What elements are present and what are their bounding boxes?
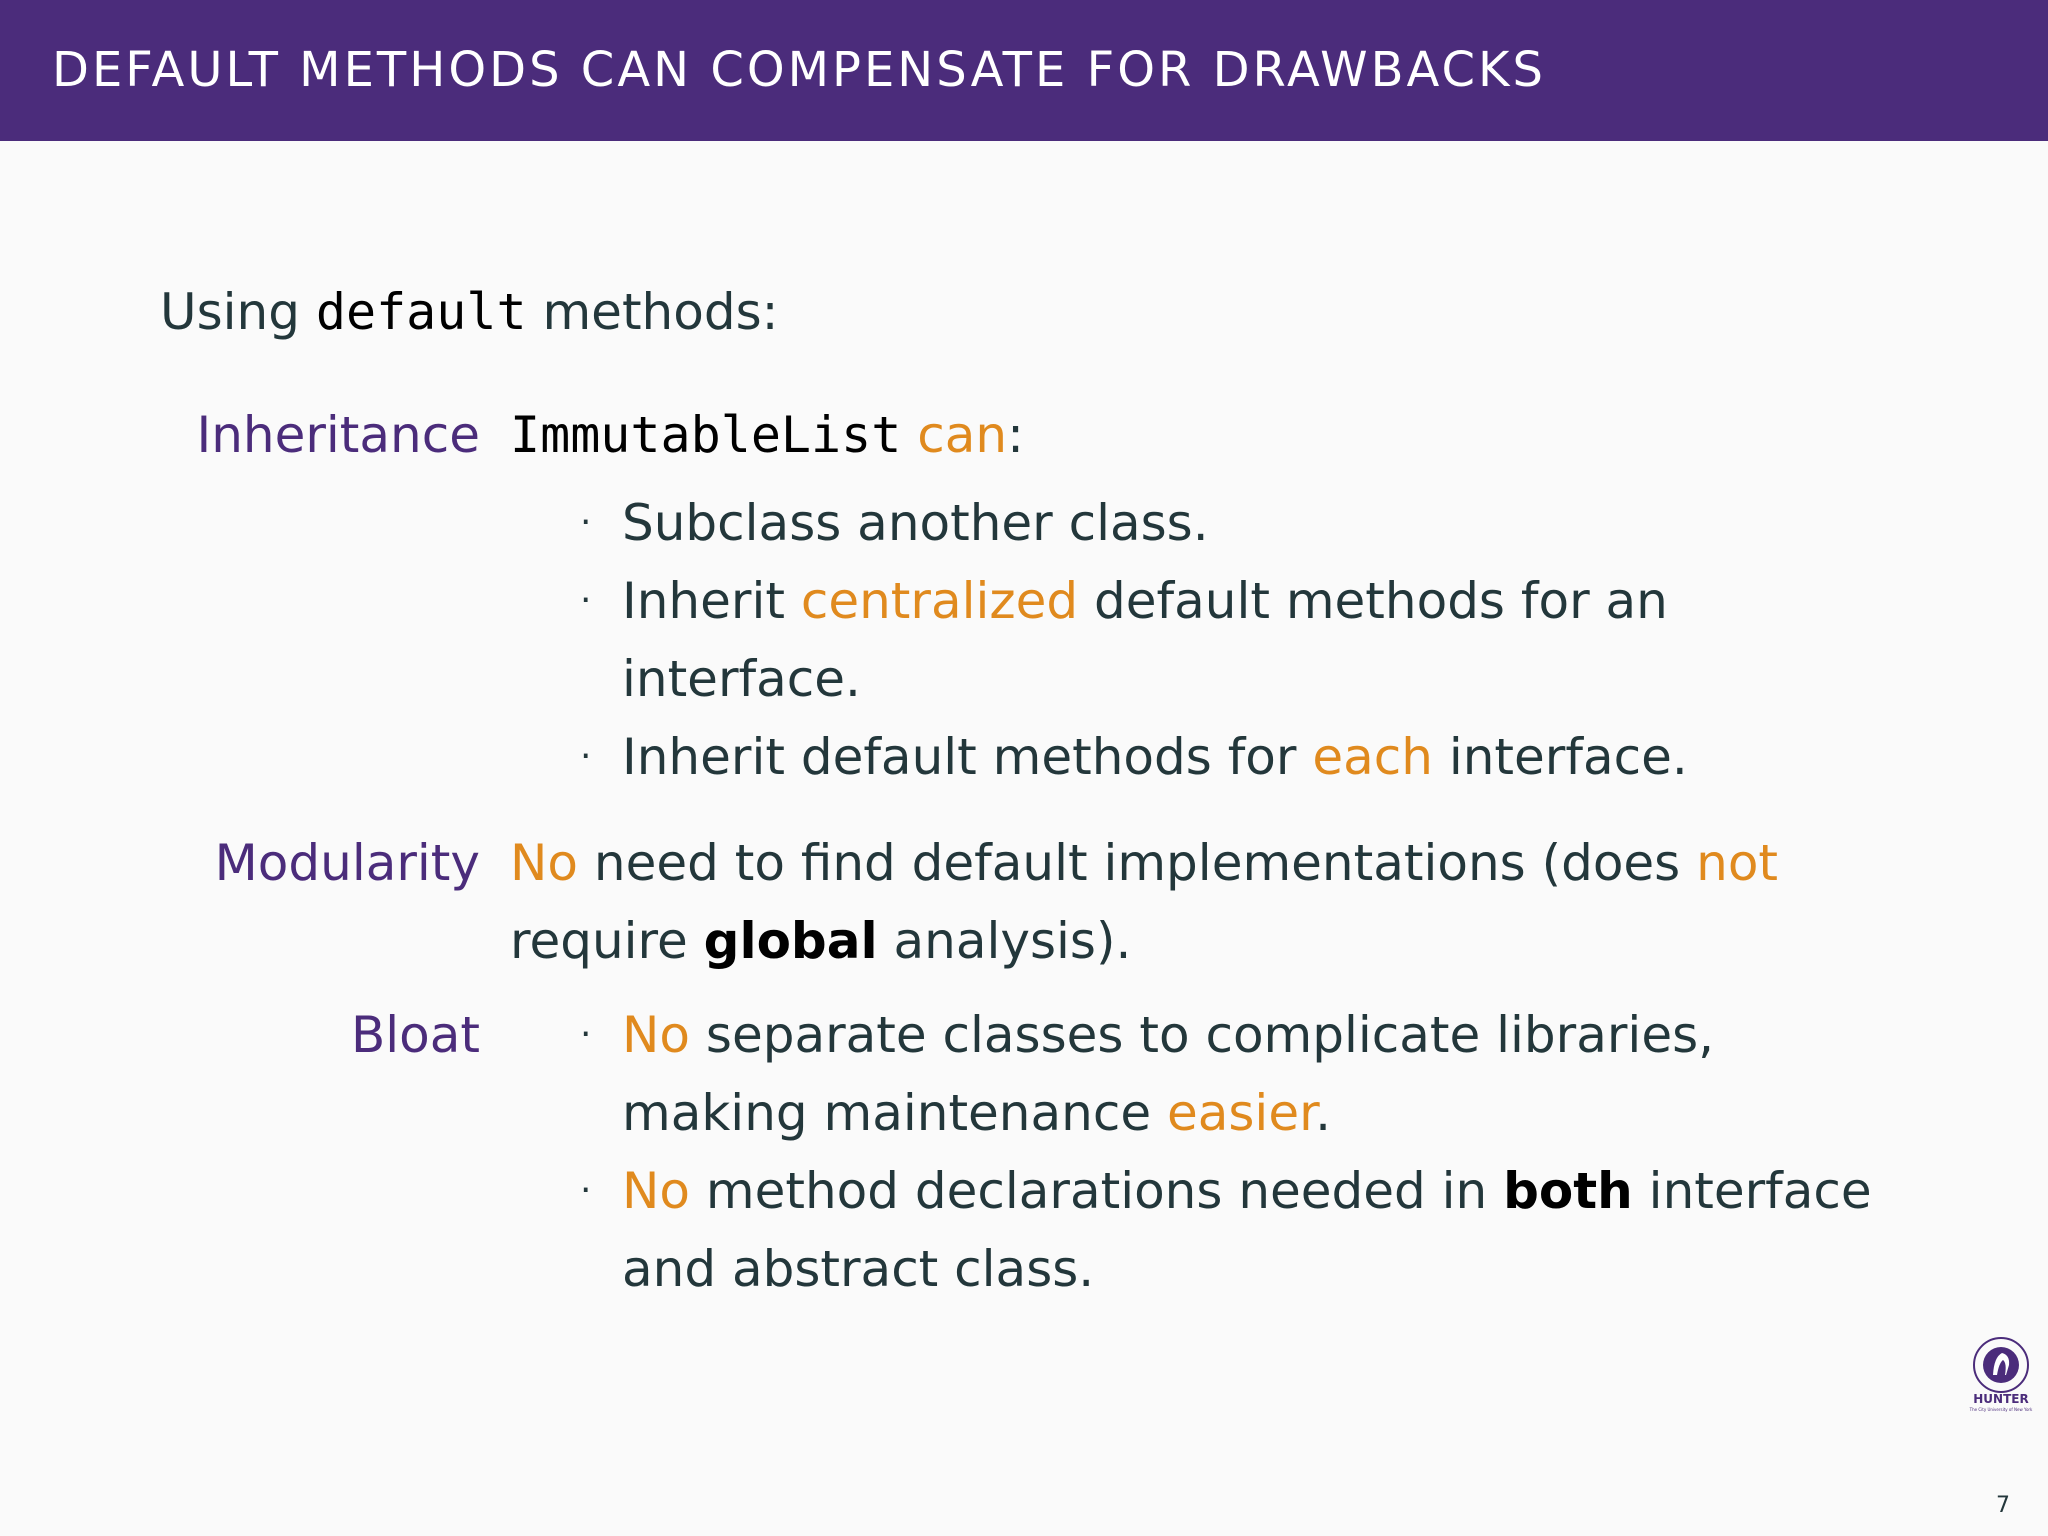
bullet-text-a: Inherit default methods for <box>622 728 1313 786</box>
bullet-dot-icon: · <box>580 502 592 543</box>
modularity-text-line2b: analysis). <box>877 912 1132 970</box>
bullet-text-line2b: . <box>1315 1084 1331 1142</box>
can-highlight: can <box>917 406 1008 464</box>
bullet-text-b: default methods for an <box>1078 572 1668 630</box>
inheritance-bullets <box>580 484 1688 796</box>
intro-suffix: methods: <box>526 283 779 341</box>
intro-prefix: Using <box>160 283 316 341</box>
no-highlight: No <box>510 834 578 892</box>
bullet-text: Subclass another class. <box>622 494 1209 552</box>
bullet-text-a: separate classes to complicate libraries, <box>690 1006 1715 1064</box>
no-highlight: No <box>622 1162 690 1220</box>
bullet-text-line2a: making maintenance <box>622 1084 1167 1142</box>
inheritance-colon: : <box>1007 406 1024 464</box>
both-bold: both <box>1503 1162 1633 1220</box>
global-bold: global <box>703 912 878 970</box>
modularity-text-a: need to find default implementations (does <box>578 834 1697 892</box>
intro-code: default <box>315 283 527 341</box>
term-bloat: Bloat <box>350 1006 480 1064</box>
list-item <box>580 996 1872 1152</box>
centralized-highlight: centralized <box>800 572 1079 630</box>
bullet-text-a: Inherit <box>622 572 801 630</box>
bullet-text-b: interface. <box>1432 728 1688 786</box>
term-modularity: Modularity <box>214 834 480 892</box>
slide-title: DEFAULT METHODS CAN COMPENSATE FOR DRAWBACKS <box>0 0 2048 141</box>
list-item <box>580 562 1688 718</box>
bullet-dot-icon: · <box>580 1170 592 1211</box>
bullet-text-b: interface <box>1632 1162 1872 1220</box>
each-highlight: each <box>1312 728 1433 786</box>
bloat-bullets <box>580 996 1872 1308</box>
logo-text: HUNTER <box>1973 1392 2029 1406</box>
bullet-text-line2: interface. <box>622 650 861 708</box>
bullet-dot-icon: · <box>580 1014 592 1055</box>
bullet-text-a: method declarations needed in <box>690 1162 1504 1220</box>
list-item <box>580 484 1688 562</box>
list-item <box>580 718 1688 796</box>
not-highlight: not <box>1696 834 1779 892</box>
hunter-logo-icon <box>1966 1335 2036 1415</box>
bullet-text-line2: and abstract class. <box>622 1240 1095 1298</box>
list-item <box>580 1152 1872 1308</box>
modularity-description <box>510 824 1778 980</box>
easier-highlight: easier <box>1166 1084 1316 1142</box>
intro-line <box>160 280 778 344</box>
no-highlight: No <box>622 1006 690 1064</box>
page-number: 7 <box>1996 1493 2010 1518</box>
term-inheritance: Inheritance <box>196 406 480 464</box>
logo-subtext: The City University of New York <box>1969 1407 2033 1412</box>
bullet-dot-icon: · <box>580 580 592 621</box>
immutable-list-code: ImmutableList <box>510 406 902 464</box>
modularity-text-line2a: require <box>510 912 704 970</box>
bullet-dot-icon: · <box>580 736 592 777</box>
inheritance-heading <box>510 396 1024 474</box>
